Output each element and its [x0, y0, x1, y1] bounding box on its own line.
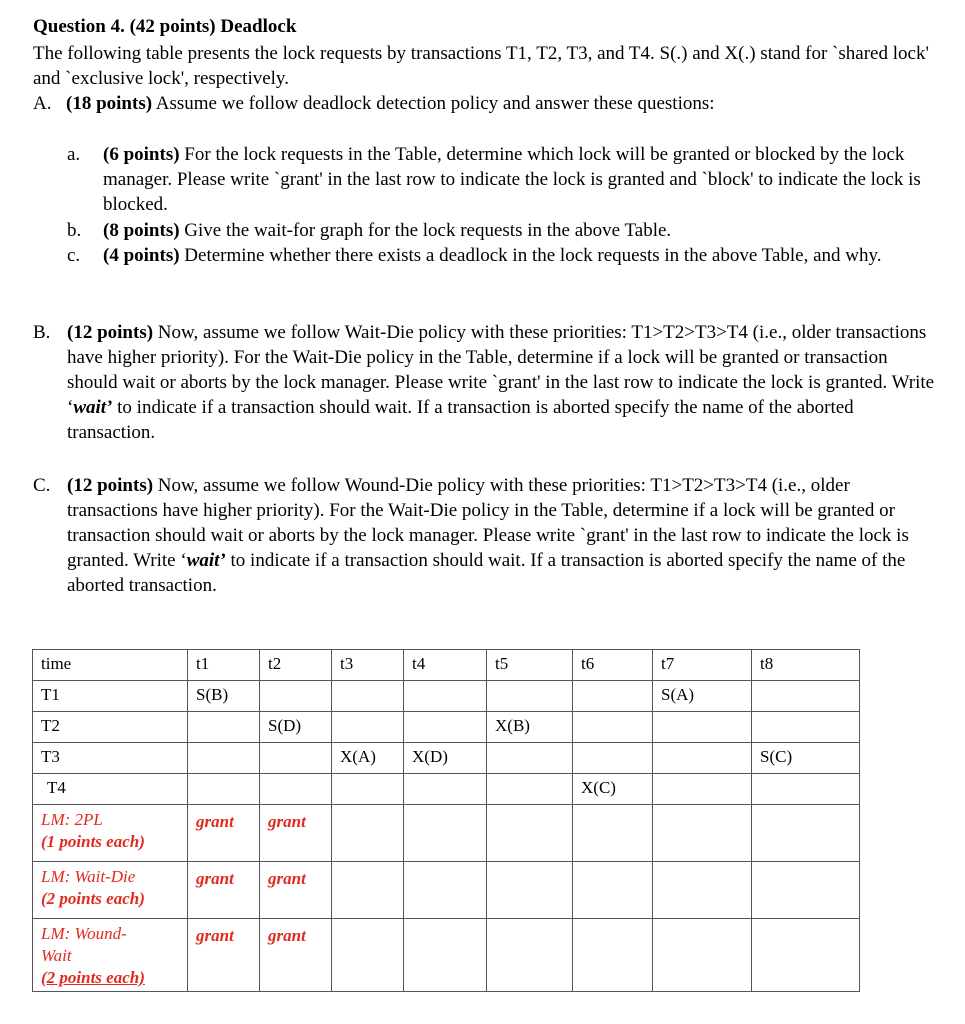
part-c-text-end: to indicate if a transaction should wait. If a transaction is aborted specify the name of the aborted transaction. [67, 550, 906, 596]
table-cell [404, 681, 487, 712]
table-row-lm-2pl [33, 805, 860, 862]
part-a-text: Assume we follow deadlock detection policy and answer these questions: [155, 93, 715, 114]
lm-label [33, 862, 188, 919]
lm-wait-die-label: LM: Wait-Die [41, 867, 136, 886]
item-c-points: (4 points) [103, 245, 180, 266]
part-a [33, 91, 938, 117]
table-cell [260, 774, 332, 805]
part-a-item-b [67, 218, 937, 244]
table-cell [573, 743, 653, 774]
table-cell: S(A) [653, 681, 752, 712]
answer-cell [653, 862, 752, 919]
table-cell: S(D) [260, 712, 332, 743]
part-b-text-end: to indicate if a transaction should wait. If a transaction is aborted specify the name of the aborted transaction. [67, 397, 854, 443]
question-title: Question 4. (42 points) Deadlock [33, 16, 297, 37]
header-cell: t6 [573, 650, 653, 681]
table-cell [332, 712, 404, 743]
table-cell: X(B) [487, 712, 573, 743]
part-c [33, 473, 938, 599]
answer-cell [404, 862, 487, 919]
answer-cell [573, 919, 653, 992]
answer-cell [404, 805, 487, 862]
answer-cell [573, 862, 653, 919]
part-c-text: Now, assume we follow Wound-Die policy with these priorities: T1>T2>T3>T4 (i.e., older transactions have higher priority). For the Wait-Die policy in the Table, determine if a lock will be granted or transaction should wait or aborts by the lock manager. Please write `grant' in the last row to indicate the lock is granted. Write ‘ [67, 475, 909, 571]
item-a-text: For the lock requests in the Table, determine which lock will be granted or blocked by the lock manager. Please write `grant' in the last row to indicate the lock is granted and `block' to indicate the lock is blocked. [103, 144, 921, 215]
answer-cell: grant [188, 805, 260, 862]
table-cell [573, 712, 653, 743]
answer-cell [752, 862, 860, 919]
answer-cell [573, 805, 653, 862]
table-cell [653, 774, 752, 805]
lm-wait-die-points: (2 points each) [41, 889, 145, 908]
header-cell: t1 [188, 650, 260, 681]
part-b-marker: B. [33, 322, 51, 343]
table-row-lm-wound-wait [33, 919, 860, 992]
part-b-points: (12 points) [67, 322, 154, 343]
answer-cell [487, 805, 573, 862]
row-label: T2 [33, 712, 188, 743]
header-cell: t8 [752, 650, 860, 681]
row-label: T3 [33, 743, 188, 774]
table-cell [487, 743, 573, 774]
table-cell: X(A) [332, 743, 404, 774]
table-cell [752, 681, 860, 712]
header-cell: t3 [332, 650, 404, 681]
item-c-marker: c. [67, 245, 81, 266]
table-cell: X(C) [573, 774, 653, 805]
header-cell: t5 [487, 650, 573, 681]
lm-label [33, 919, 188, 992]
table-header-row [33, 650, 860, 681]
part-a-item-c [67, 243, 937, 293]
answer-cell: grant [260, 919, 332, 992]
part-a-points: (18 points) [66, 93, 153, 114]
table-row-t4 [33, 774, 860, 805]
table-cell [188, 743, 260, 774]
table-cell [260, 743, 332, 774]
part-b-wait-word: wait’ [73, 397, 113, 418]
answer-cell [332, 805, 404, 862]
table-cell [752, 712, 860, 743]
lm-label [33, 805, 188, 862]
part-c-marker: C. [33, 475, 51, 496]
answer-cell [653, 805, 752, 862]
answer-cell [487, 862, 573, 919]
table-row-t3 [33, 743, 860, 774]
item-b-points: (8 points) [103, 220, 180, 241]
table-cell [487, 681, 573, 712]
answer-cell [653, 919, 752, 992]
answer-cell [752, 805, 860, 862]
header-cell: t4 [404, 650, 487, 681]
table-cell [404, 712, 487, 743]
row-label: T4 [33, 774, 188, 805]
table-cell [404, 774, 487, 805]
lm-wound-wait-label: LM: Wound-Wait [41, 924, 127, 965]
lm-wound-wait-points: (2 points each) [41, 968, 145, 987]
item-a-points: (6 points) [103, 144, 180, 165]
table-cell [332, 774, 404, 805]
table-cell: X(D) [404, 743, 487, 774]
lm-2pl-label: LM: 2PL [41, 810, 103, 829]
answer-cell [487, 919, 573, 992]
item-b-marker: b. [67, 220, 82, 241]
answer-cell [332, 862, 404, 919]
table-row-t1 [33, 681, 860, 712]
header-cell: t7 [653, 650, 752, 681]
part-c-wait-word: wait’ [186, 550, 226, 571]
table-cell [332, 681, 404, 712]
item-c-text: Determine whether there exists a deadlock in the lock requests in the above Table, and why. [184, 245, 882, 266]
question-intro: The following table presents the lock requests by transactions T1, T2, T3, and T4. S(.) and X(.) stand for `shared lock' and `exclusive lock', respectively. [33, 43, 929, 89]
item-a-marker: a. [67, 144, 81, 165]
table-cell [573, 681, 653, 712]
header-cell: time [33, 650, 188, 681]
table-row-t2 [33, 712, 860, 743]
table-cell [260, 681, 332, 712]
item-b-text: Give the wait-for graph for the lock requests in the above Table. [184, 220, 672, 241]
answer-cell: grant [188, 919, 260, 992]
row-label: T1 [33, 681, 188, 712]
table-cell [653, 712, 752, 743]
table-cell [188, 712, 260, 743]
part-a-item-a [67, 142, 937, 218]
header-cell: t2 [260, 650, 332, 681]
table-cell: S(C) [752, 743, 860, 774]
answer-cell: grant [188, 862, 260, 919]
part-b-text: Now, assume we follow Wait-Die policy with these priorities: T1>T2>T3>T4 (i.e., older transactions have higher priority). For the Wait-Die policy in the Table, determine if a lock will be granted or transaction should wait or aborts by the lock manager. Please write `grant' in the last row to indicate the lock is granted. Write ‘ [67, 322, 935, 418]
table-row-lm-wait-die [33, 862, 860, 919]
answer-cell [332, 919, 404, 992]
answer-cell [404, 919, 487, 992]
table-cell: S(B) [188, 681, 260, 712]
part-a-marker: A. [33, 93, 52, 114]
answer-cell: grant [260, 805, 332, 862]
part-b [33, 320, 938, 446]
table-cell [188, 774, 260, 805]
table-cell [653, 743, 752, 774]
lock-request-table [32, 649, 860, 992]
lm-2pl-points: (1 points each) [41, 832, 145, 851]
table-cell [487, 774, 573, 805]
answer-cell [752, 919, 860, 992]
part-c-points: (12 points) [67, 475, 154, 496]
table-cell [752, 774, 860, 805]
answer-cell: grant [260, 862, 332, 919]
